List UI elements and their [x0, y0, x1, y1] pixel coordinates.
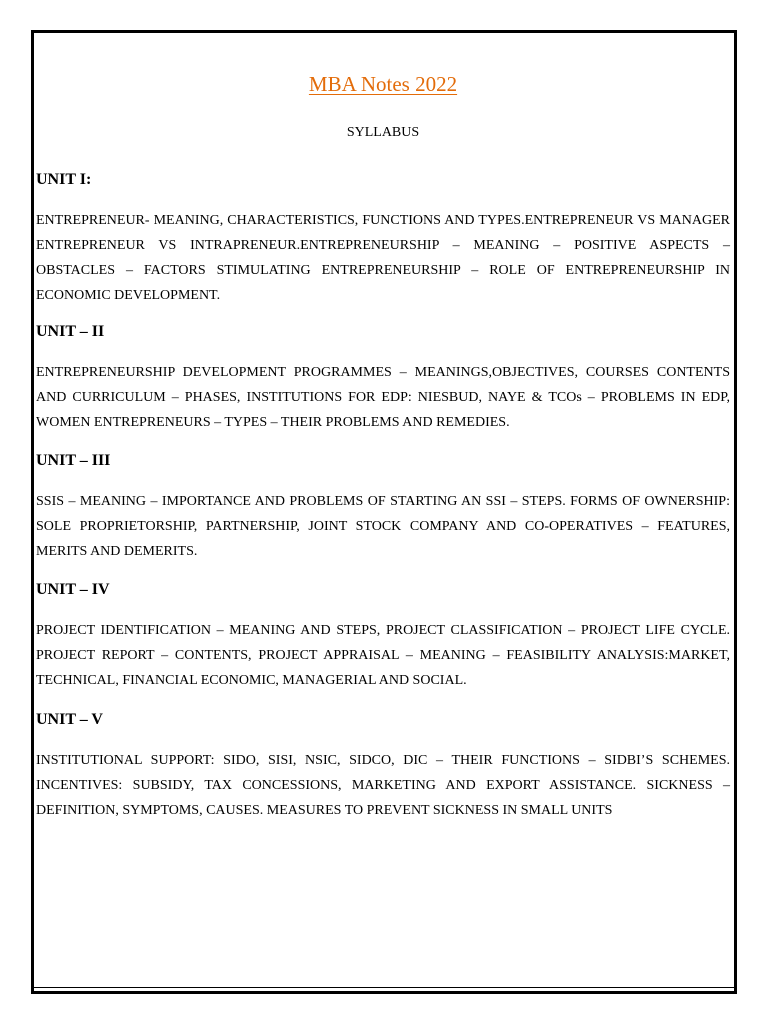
- unit-body: PROJECT IDENTIFICATION – MEANING AND STEPS, PROJECT CLASSIFICATION – PROJECT LIFE CYCLE. PROJECT REPORT – CONTENTS, PROJECT APPRAISAL – MEANING – FEASIBILITY ANALYSIS:MARKET, TECHNICAL, FINANCIAL ECONOMIC, MANAGERIAL AND SOCIAL.: [36, 623, 730, 688]
- unit-body: ENTREPRENEURSHIP DEVELOPMENT PROGRAMMES – MEANINGS,OBJECTIVES, COURSES CONTENTS AND CURRICULUM – PHASES, INSTITUTIONS FOR EDP: NIESBUD, NAYE & TCOs – PROBLEMS IN EDP, WOMEN ENTREPRENEURS – TYPES – THEIR PROBLEMS AND REMEDIES.: [36, 365, 730, 430]
- unit-heading-number: – III: [75, 452, 111, 469]
- unit-body: ENTREPRENEUR- MEANING, CHARACTERISTICS, FUNCTIONS AND TYPES.ENTREPRENEUR VS MANAGER ENTREPRENEUR VS INTRAPRENEUR.ENTREPRENEURSHIP – MEANING – POSITIVE ASPECTS – OBSTACLES – FACTORS STIMULATING ENTREPRENEURSHIP – ROLE OF ENTREPRENEURSHIP IN ECONOMIC DEVELOPMENT.: [36, 213, 730, 303]
- unit-heading-number: – V: [75, 711, 103, 728]
- unit-heading-prefix: UNIT: [36, 711, 76, 728]
- unit-section-1: [36, 170, 730, 308]
- unit-heading-number: I:: [75, 171, 92, 188]
- document-title: MBA Notes 2022: [308, 72, 458, 96]
- unit-heading-prefix: UNIT: [36, 581, 76, 598]
- unit-section-4: [36, 580, 730, 693]
- document-subtitle: SYLLABUS: [346, 125, 420, 140]
- unit-heading-number: – II: [75, 323, 105, 340]
- unit-heading: [36, 710, 730, 730]
- unit-section-5: [36, 710, 730, 823]
- unit-heading: [36, 580, 730, 600]
- unit-body: SSIS – MEANING – IMPORTANCE AND PROBLEMS OF STARTING AN SSI – STEPS. FORMS OF OWNERSHIP: SOLE PROPRIETORSHIP, PARTNERSHIP, JOINT STOCK COMPANY AND CO-OPERATIVES – FEATURES, MERITS AND DEMERITS.: [36, 494, 730, 559]
- unit-heading-prefix: UNIT: [36, 171, 76, 188]
- unit-heading-prefix: UNIT: [36, 452, 76, 469]
- unit-heading: [36, 451, 730, 471]
- unit-section-3: [36, 451, 730, 564]
- unit-section-2: [36, 322, 730, 435]
- unit-body: INSTITUTIONAL SUPPORT: SIDO, SISI, NSIC, SIDCO, DIC – THEIR FUNCTIONS – SIDBI’S SCHEMES. INCENTIVES: SUBSIDY, TAX CONCESSIONS, MARKETING AND EXPORT ASSISTANCE. SICKNESS – DEFINITION, SYMPTOMS, CAUSES. MEASURES TO PREVENT SICKNESS IN SMALL UNITS: [36, 753, 730, 818]
- document-content: [36, 70, 730, 818]
- unit-heading: [36, 322, 730, 342]
- unit-heading: [36, 170, 730, 190]
- page-border-bottom-rule: [34, 987, 734, 988]
- unit-heading-prefix: UNIT: [36, 323, 76, 340]
- unit-heading-number: – IV: [75, 581, 110, 598]
